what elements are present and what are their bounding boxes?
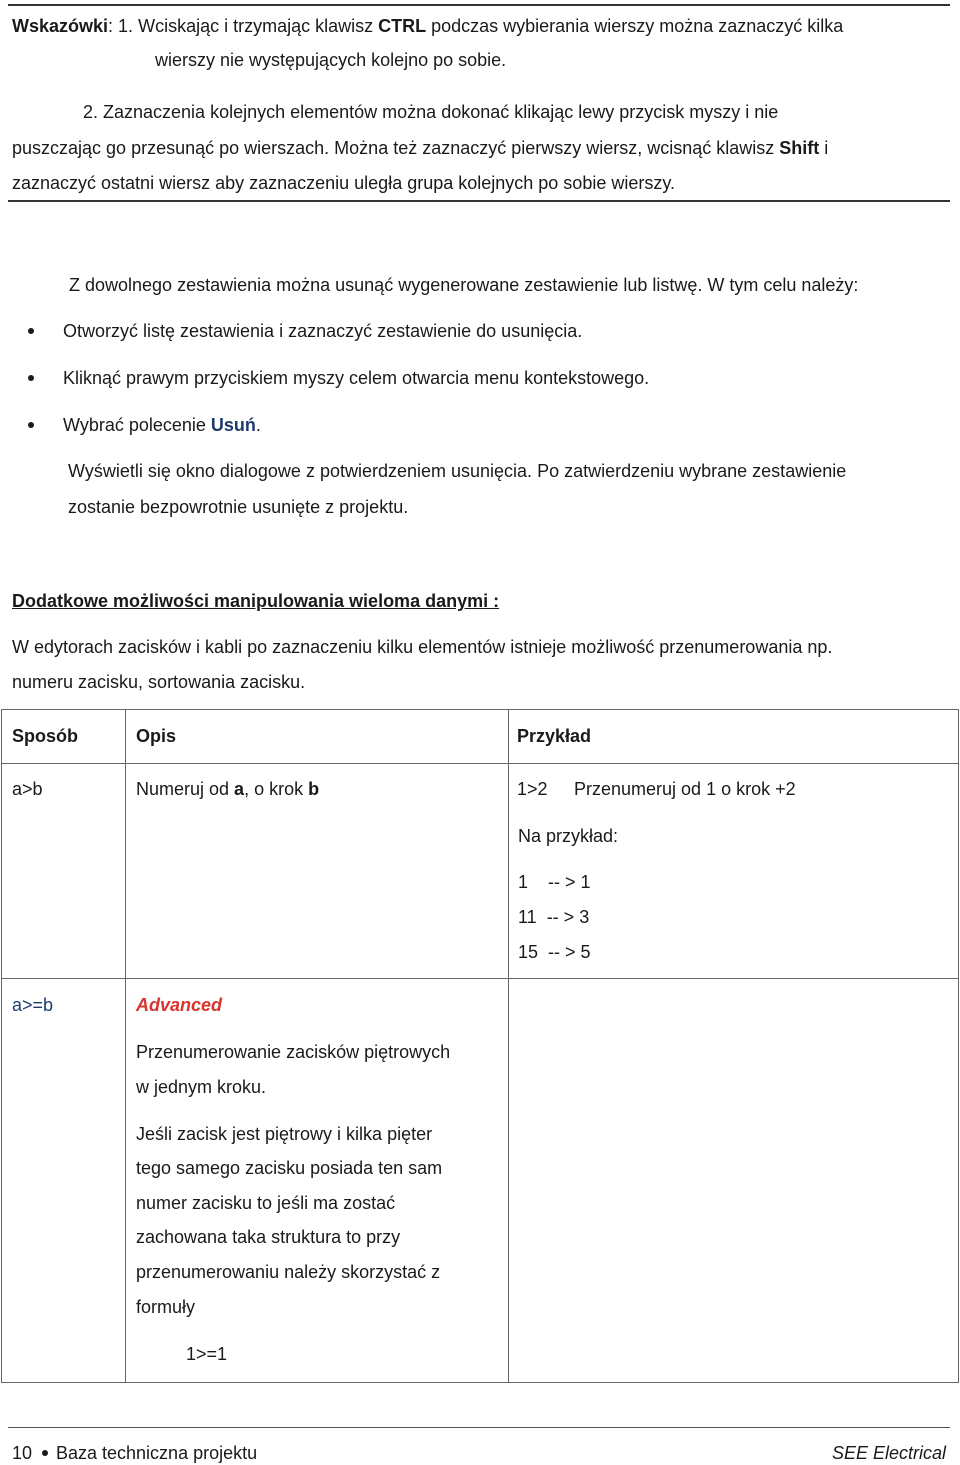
footer-bullet-icon (42, 1450, 48, 1456)
extra-para-1: W edytorach zacisków i kabli po zaznaczeniu kilku elementów istnieje możliwość przenumerowania np. (12, 637, 833, 657)
table-border (958, 709, 959, 1383)
extra-para-2: numeru zacisku, sortowania zacisku. (12, 672, 306, 692)
footer-rule (8, 1427, 950, 1428)
table-border (1, 709, 959, 710)
table-border (125, 709, 126, 1383)
row2-desc-line: numer zacisku to jeśli ma zostać (136, 1193, 396, 1213)
bullet-icon (28, 328, 34, 334)
table-border (1, 763, 959, 764)
tips-bottom-rule (8, 200, 950, 202)
footer-brand: SEE Electrical (831, 1443, 946, 1463)
row1-example-line: 11 -- > 3 (518, 907, 590, 927)
delete-intro: Z dowolnego zestawienia można usunąć wygenerowane zestawienie lub listwę. W tym celu należy: (69, 275, 859, 295)
row2-formula: 1>=1 (186, 1344, 228, 1364)
tips-line-4: puszczając go przesunąć po wierszach. Można też zaznaczyć pierwszy wiersz, wcisnąć klawisz Shift i (12, 138, 829, 158)
row2-desc-line: Jeśli zacisk jest piętrowy i kilka pięter (136, 1124, 433, 1144)
advanced-badge: Advanced (136, 995, 223, 1015)
footer-section: Baza techniczna projektu (56, 1443, 258, 1463)
row2-desc-line: zachowana taka struktura to przy (136, 1227, 401, 1247)
row1-example-desc: Przenumeruj od 1 o krok +2 (574, 779, 796, 799)
delete-result-1: Wyświetli się okno dialogowe z potwierdzeniem usunięcia. Po zatwierdzeniu wybrane zestawienie (68, 461, 847, 481)
row1-example-line: 1 -- > 1 (518, 872, 591, 892)
row2-desc-line: przenumerowaniu należy skorzystać z (136, 1262, 441, 1282)
table-border (1, 1382, 959, 1383)
top-rule (8, 4, 950, 6)
table-header-example: Przykład (517, 726, 592, 746)
bullet-icon (28, 422, 34, 428)
tips-line-5: zaznaczyć ostatni wiersz aby zaznaczeniu uległa grupa kolejnych po sobie wierszy. (12, 173, 676, 193)
row2-desc-line: tego samego zacisku posiada ten sam (136, 1158, 443, 1178)
row1-example-label: Na przykład: (518, 826, 619, 846)
bullet-icon (28, 375, 34, 381)
tips-num-1: 1. (118, 16, 134, 36)
table-border (508, 709, 509, 1383)
table-header-description: Opis (136, 726, 177, 746)
table-border (1, 978, 959, 979)
row2-desc-line: w jednym kroku. (136, 1077, 267, 1097)
delete-step-1: Otworzyć listę zestawienia i zaznaczyć zestawienie do usunięcia. (63, 321, 583, 341)
tips-line-3: 2. Zaznaczenia kolejnych elementów można dokonać klikając lewy przycisk myszy i nie (83, 102, 779, 122)
tips-line-1: Wskazówki: 1. Wciskając i trzymając klawisz CTRL podczas wybierania wierszy można zaznaczyć kilka (12, 16, 844, 36)
delete-result-2: zostanie bezpowrotnie usunięte z projektu. (68, 497, 409, 517)
row2-desc-line: formuły (136, 1297, 196, 1317)
delete-step-2: Kliknąć prawym przyciskiem myszy celem otwarcia menu kontekstowego. (63, 368, 650, 388)
row2-desc-line: Przenumerowanie zacisków piętrowych (136, 1042, 451, 1062)
footer-page-number: 10 (12, 1443, 33, 1463)
row1-example-line: 15 -- > 5 (518, 942, 591, 962)
table-border (1, 709, 2, 1383)
table-header-method: Sposób (12, 726, 78, 746)
tips-line-2: wierszy nie występujących kolejno po sobie. (155, 50, 507, 70)
row1-description: Numeruj od a, o krok b (136, 779, 320, 799)
shift-key: Shift (779, 138, 820, 158)
row1-method: a>b (12, 779, 43, 799)
extra-heading: Dodatkowe możliwości manipulowania wieloma danymi : (12, 591, 500, 611)
row1-example-code: 1>2 (517, 779, 548, 799)
delete-step-3: Wybrać polecenie Usuń. (63, 415, 261, 435)
delete-command: Usuń (210, 415, 256, 435)
tips-label: Wskazówki (12, 16, 109, 36)
ctrl-key: CTRL (378, 16, 427, 36)
row2-method: a>=b (12, 995, 54, 1015)
